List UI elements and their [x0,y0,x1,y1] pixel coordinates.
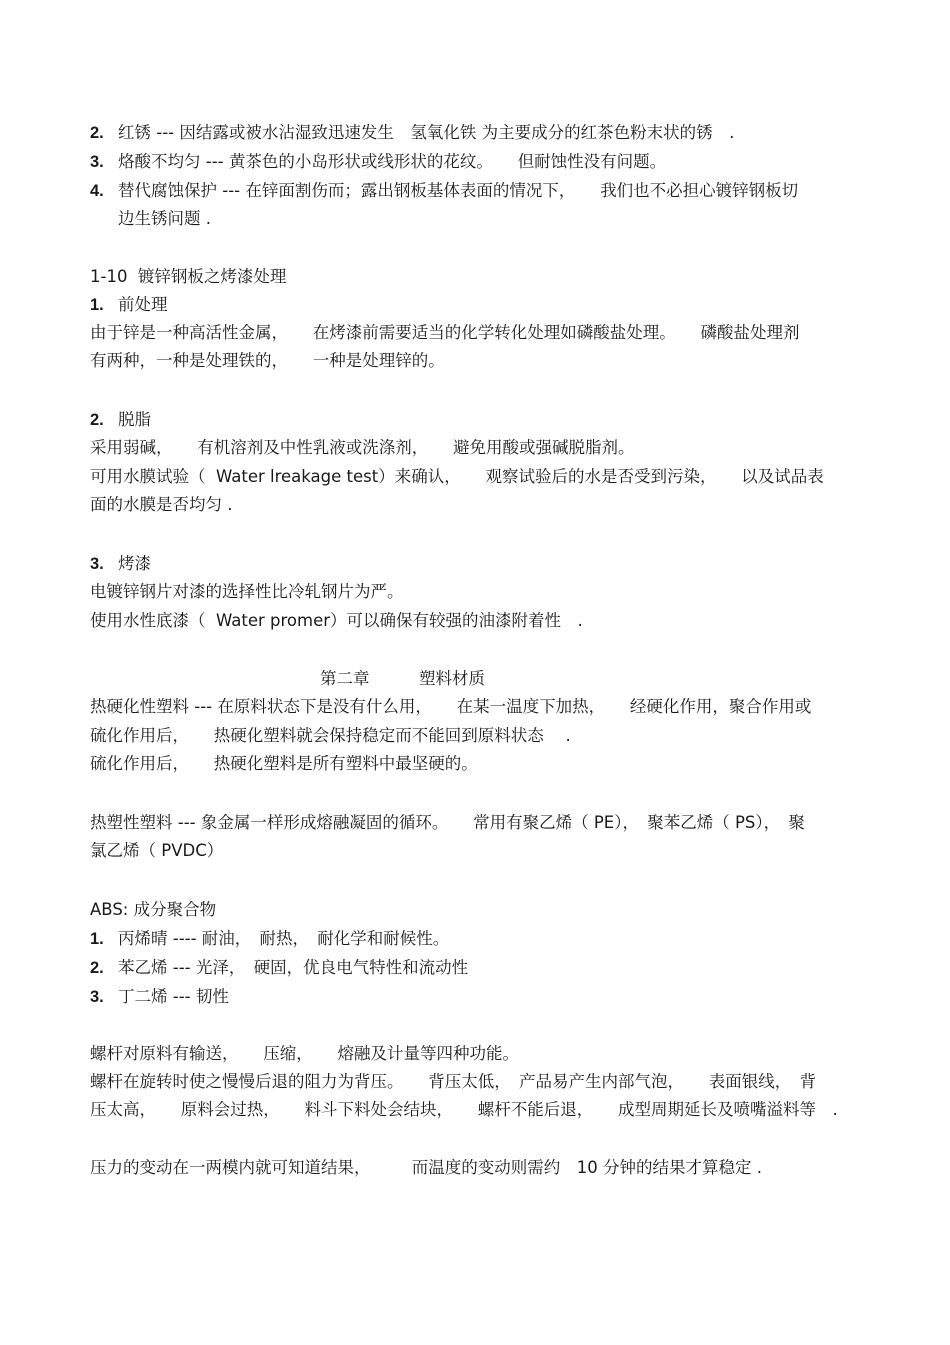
list-item-text-continued: 边生锈问题 . [118,209,211,228]
paragraph-line: 螺杆对原料有输送， 压缩， 熔融及计量等四种功能。 [90,1044,519,1063]
abs-heading: ABS: 成分聚合物 [90,900,217,919]
paragraph-line: 面的水膜是否均匀 . [90,495,233,514]
paragraph-line: 有两种，一种是处理铁的， 一种是处理锌的。 [90,351,445,370]
paragraph-line: 压太高， 原料会过热， 料斗下料处会结块， 螺杆不能后退， 成型周期延长及喷嘴溢料等 . [90,1100,838,1119]
subheading: 脱脂 [118,410,151,429]
paragraph-line: 螺杆在旋转时使之慢慢后退的阻力为背压。 背压太低， 产品易产生内部气泡， 表面银线， 背 [90,1072,816,1091]
paragraph-line: 硫化作用后， 热硬化塑料是所有塑料中最坚硬的。 [90,754,478,773]
list-number: 2. [90,959,104,977]
list-number: 3. [90,153,104,171]
chapter-title: 第二章 塑料材质 [320,669,485,688]
list-number: 3. [90,988,104,1006]
paragraph-line: 硫化作用后， 热硬化塑料就会保持稳定而不能回到原料状态 . [90,726,571,745]
paragraph-line: 由于锌是一种高活性金属， 在烤漆前需要适当的化学转化处理如磷酸盐处理。 磷酸盐处理剂 [90,323,800,342]
paragraph-line: 电镀锌钢片对漆的选择性比冷轧钢片为严。 [90,582,404,601]
subheading-number: 2. [90,411,104,429]
subheading: 前处理 [118,295,168,314]
list-item-text: 替代腐蚀保护 --- 在锌面割伤而；露出钢板基体表面的情况下， 我们也不必担心镀锌钢板切 [118,181,799,200]
list-item-text: 丙烯晴 ---- 耐油， 耐热， 耐化学和耐候性。 [118,929,450,948]
paragraph-line: 压力的变动在一两模内就可知道结果， 而温度的变动则需约 10 分钟的结果才算稳定 . [90,1158,762,1177]
paragraph-line: 使用水性底漆（ Water promer）可以确保有较强的油漆附着性 . [90,611,583,630]
paragraph-line: 热硬化性塑料 --- 在原料状态下是没有什么用， 在某一温度下加热， 经硬化作用，聚合作用或 [90,697,812,716]
subheading: 烤漆 [118,554,151,573]
subheading-number: 3. [90,555,104,573]
list-number: 1. [90,930,104,948]
paragraph-line: 采用弱碱， 有机溶剂及中性乳液或洗涤剂， 避免用酸或强碱脱脂剂。 [90,438,635,457]
list-item-text: 红锈 --- 因结露或被水沾湿致迅速发生 氢氧化铁 为主要成分的红茶色粉末状的锈 . [118,123,735,142]
subheading-number: 1. [90,296,104,314]
list-item-text: 苯乙烯 --- 光泽， 硬固，优良电气特性和流动性 [118,958,469,977]
list-number: 2. [90,124,104,142]
list-item-text: 烙酸不均匀 --- 黄茶色的小岛形状或线形状的花纹。 但耐蚀性没有问题。 [118,152,667,171]
section-heading: 1-10 镀锌钢板之烤漆处理 [90,267,287,286]
paragraph-line: 可用水膜试验（ Water lreakage test）来确认， 观察试验后的水是否受到污染， 以及试品表 [90,467,824,486]
paragraph-line: 热塑性塑料 --- 象金属一样形成熔融凝固的循环。 常用有聚乙烯（ PE）， 聚苯乙烯（ PS）， 聚 [90,813,805,832]
list-item-text: 丁二烯 --- 韧性 [118,987,229,1006]
list-number: 4. [90,182,104,200]
paragraph-line: 氯乙烯（ PVDC） [90,841,224,860]
